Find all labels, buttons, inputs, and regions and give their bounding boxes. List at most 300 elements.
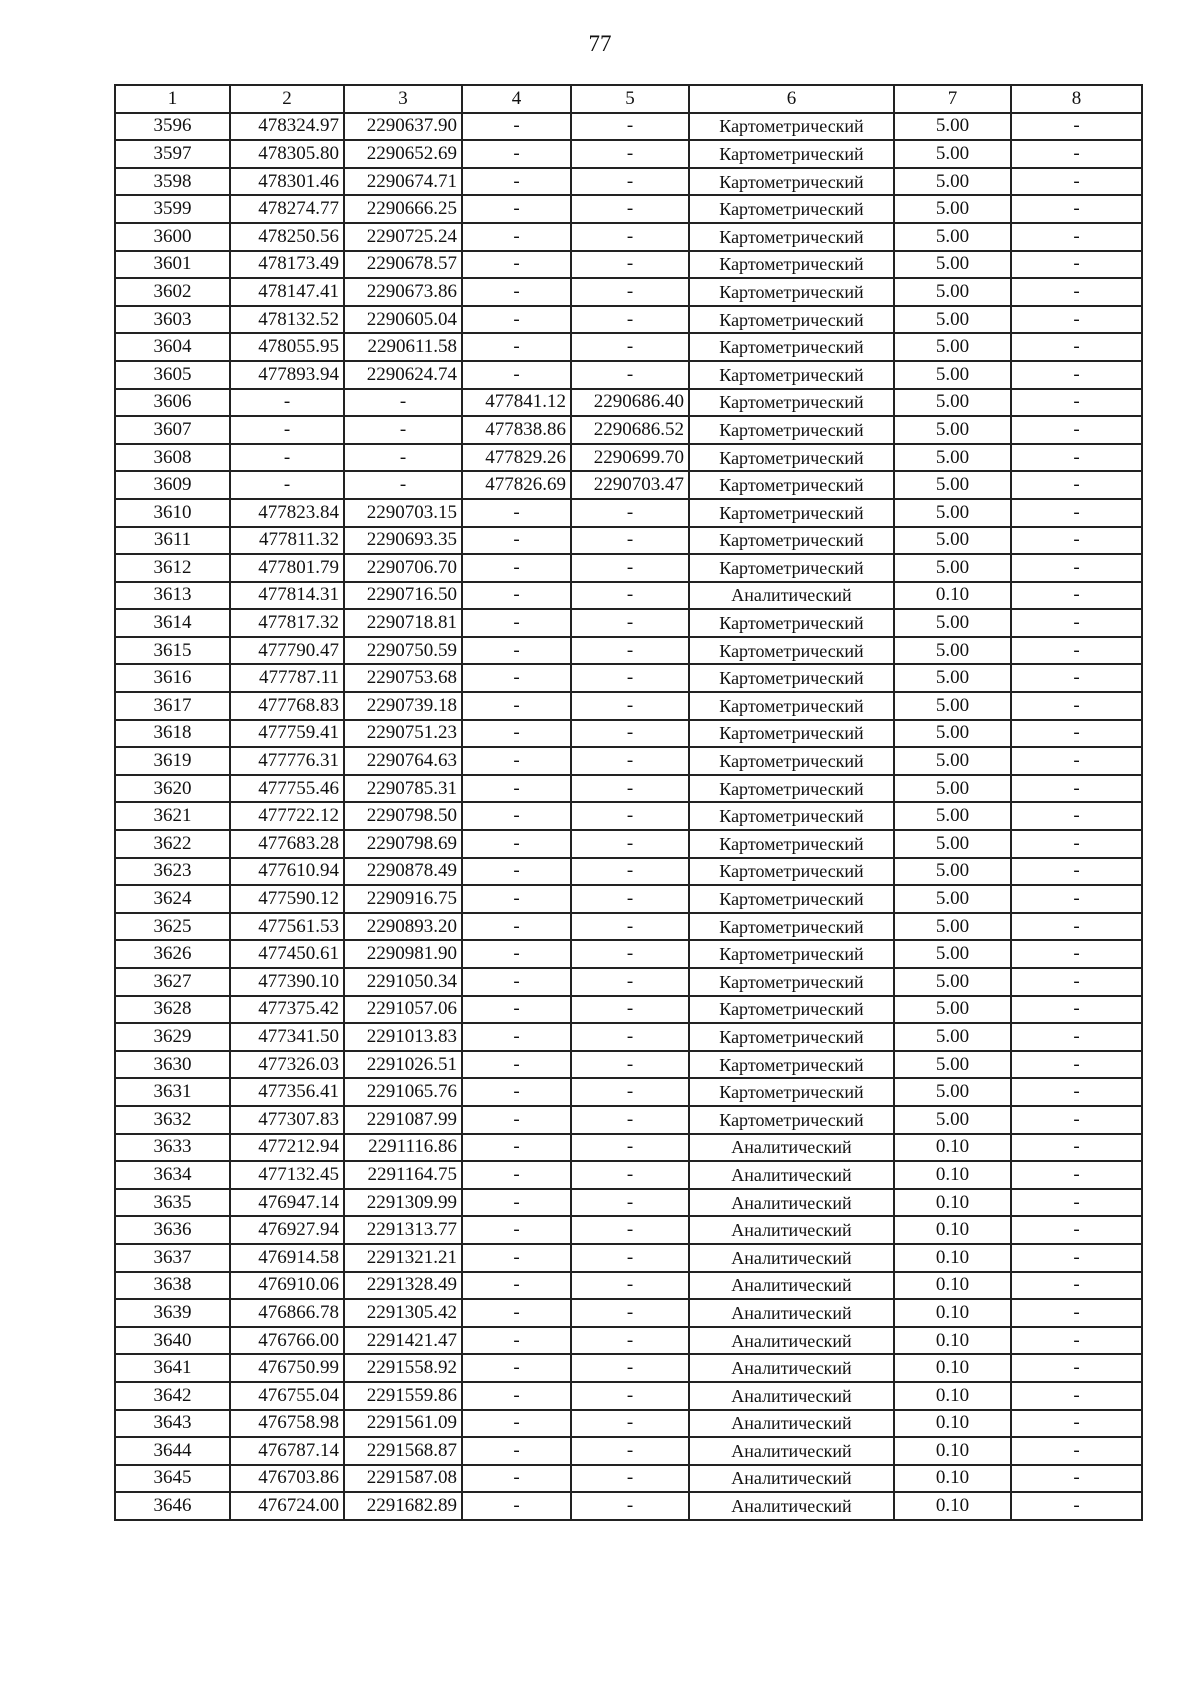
table-cell: 2291313.77 [344,1216,462,1244]
table-cell: - [462,747,571,775]
table-cell: - [1011,223,1142,251]
table-cell: - [571,1492,689,1520]
table-cell: - [571,278,689,306]
table-row [115,1437,1142,1465]
table-cell: - [571,1134,689,1162]
table-cell: Аналитический [689,1134,894,1162]
table-row [115,444,1142,472]
table-cell: - [571,996,689,1024]
table-cell: - [571,664,689,692]
table-cell: 0.10 [894,1299,1011,1327]
table-cell: - [462,306,571,334]
table-cell: Картометрический [689,527,894,555]
table-cell: 477212.94 [230,1134,344,1162]
column-header: 6 [689,85,894,113]
table-cell: Аналитический [689,1382,894,1410]
table-cell: 3644 [115,1437,230,1465]
table-cell: 478250.56 [230,223,344,251]
table-cell: 3619 [115,747,230,775]
table-cell: 477829.26 [462,444,571,472]
table-cell: - [571,609,689,637]
table-cell: - [571,195,689,223]
table-cell: Картометрический [689,747,894,775]
table-cell: - [1011,499,1142,527]
table-cell: - [462,527,571,555]
table-cell: 477683.28 [230,830,344,858]
table-row [115,1492,1142,1520]
table-cell: 5.00 [894,637,1011,665]
table-cell: 477776.31 [230,747,344,775]
column-header: 3 [344,85,462,113]
table-cell: Картометрический [689,1051,894,1079]
table-cell: 476766.00 [230,1327,344,1355]
table-row [115,1382,1142,1410]
table-cell: 477390.10 [230,968,344,996]
table-cell: Картометрический [689,333,894,361]
table-cell: 5.00 [894,940,1011,968]
table-cell: Картометрический [689,637,894,665]
table-cell: 5.00 [894,692,1011,720]
table-row [115,1244,1142,1272]
table-cell: 476758.98 [230,1410,344,1438]
table-cell: - [571,775,689,803]
table-cell: - [571,885,689,913]
table-cell: 2291305.42 [344,1299,462,1327]
table-cell: Картометрический [689,858,894,886]
table-cell: 5.00 [894,527,1011,555]
table-cell: 3611 [115,527,230,555]
table-cell: - [462,996,571,1024]
table-cell: - [1011,720,1142,748]
table-cell: Аналитический [689,1299,894,1327]
table-cell: 2291682.89 [344,1492,462,1520]
table-cell: 5.00 [894,664,1011,692]
table-cell: 5.00 [894,1023,1011,1051]
table-cell: 2291057.06 [344,996,462,1024]
table-cell: - [1011,664,1142,692]
table-cell: - [1011,1272,1142,1300]
table-cell: - [462,858,571,886]
table-cell: 2290785.31 [344,775,462,803]
table-cell: 5.00 [894,913,1011,941]
table-cell: - [1011,251,1142,279]
column-header: 8 [1011,85,1142,113]
table-cell: - [571,1299,689,1327]
table-cell: Аналитический [689,1492,894,1520]
table-cell: 477755.46 [230,775,344,803]
table-cell: Аналитический [689,1272,894,1300]
table-cell: 2290699.70 [571,444,689,472]
table-cell: Картометрический [689,885,894,913]
table-cell: 3628 [115,996,230,1024]
table-cell: - [462,968,571,996]
table-cell: 3598 [115,168,230,196]
table-cell: 2290686.40 [571,389,689,417]
table-cell: - [571,251,689,279]
table-cell: 5.00 [894,444,1011,472]
table-cell: Картометрический [689,389,894,417]
table-cell: - [462,1051,571,1079]
table-cell: - [230,389,344,417]
table-cell: 2290751.23 [344,720,462,748]
table-cell: 5.00 [894,747,1011,775]
table-cell: 477450.61 [230,940,344,968]
table-cell: - [462,1189,571,1217]
table-row [115,1189,1142,1217]
table-cell: - [462,1244,571,1272]
table-cell: - [1011,1134,1142,1162]
table-cell: 2290611.58 [344,333,462,361]
table-cell: 478173.49 [230,251,344,279]
table-cell: - [571,1437,689,1465]
table-cell: - [1011,582,1142,610]
table-cell: 5.00 [894,416,1011,444]
table-cell: 2291587.08 [344,1465,462,1493]
table-row [115,361,1142,389]
table-body [115,113,1142,1520]
table-cell: 5.00 [894,333,1011,361]
table-cell: - [230,444,344,472]
table-cell: Картометрический [689,471,894,499]
table-cell: - [571,1216,689,1244]
table-cell: 2290893.20 [344,913,462,941]
table-row [115,1354,1142,1382]
table-cell: 477326.03 [230,1051,344,1079]
table-cell: 477610.94 [230,858,344,886]
table-cell: - [462,554,571,582]
table-row [115,830,1142,858]
table-cell: - [462,1134,571,1162]
table-cell: 2290739.18 [344,692,462,720]
table-cell: 477590.12 [230,885,344,913]
table-cell: 3607 [115,416,230,444]
table-row [115,389,1142,417]
table-cell: 5.00 [894,140,1011,168]
table-cell: - [1011,1244,1142,1272]
table-cell: 3603 [115,306,230,334]
table-cell: - [1011,1465,1142,1493]
table-cell: 3621 [115,802,230,830]
table-cell: - [571,968,689,996]
table-cell: 477801.79 [230,554,344,582]
table-cell: - [462,1106,571,1134]
table-cell: - [1011,830,1142,858]
table-cell: 476755.04 [230,1382,344,1410]
table-cell: Картометрический [689,554,894,582]
table-cell: - [1011,527,1142,555]
table-row [115,140,1142,168]
table-cell: - [462,223,571,251]
table-cell: 2290686.52 [571,416,689,444]
table-row [115,1134,1142,1162]
table-cell: Аналитический [689,1410,894,1438]
table-cell: - [571,830,689,858]
table-cell: 5.00 [894,775,1011,803]
table-row [115,1023,1142,1051]
table-cell: 0.10 [894,1492,1011,1520]
table-cell: Картометрический [689,1023,894,1051]
table-cell: - [1011,306,1142,334]
table-cell: Картометрический [689,223,894,251]
table-cell: 2290878.49 [344,858,462,886]
table-cell: Картометрический [689,361,894,389]
table-cell: 3623 [115,858,230,886]
table-cell: Аналитический [689,1465,894,1493]
table-cell: 5.00 [894,223,1011,251]
table-cell: 3609 [115,471,230,499]
table-cell: - [462,361,571,389]
table-cell: - [571,1382,689,1410]
table-cell: 3631 [115,1078,230,1106]
table-cell: - [1011,1161,1142,1189]
table-cell: 2290753.68 [344,664,462,692]
table-cell: 2290693.35 [344,527,462,555]
table-cell: 477787.11 [230,664,344,692]
table-cell: 3642 [115,1382,230,1410]
table-row [115,609,1142,637]
table-cell: 3604 [115,333,230,361]
table-cell: 3612 [115,554,230,582]
table-cell: - [1011,1410,1142,1438]
table-cell: - [571,692,689,720]
table-cell: 476724.00 [230,1492,344,1520]
table-cell: 2291558.92 [344,1354,462,1382]
table-cell: 477722.12 [230,802,344,830]
table-cell: 5.00 [894,885,1011,913]
table-cell: Аналитический [689,1216,894,1244]
table-cell: - [1011,278,1142,306]
table-cell: 3643 [115,1410,230,1438]
table-row [115,499,1142,527]
table-cell: Картометрический [689,913,894,941]
table-cell: 2290981.90 [344,940,462,968]
table-cell: - [462,1023,571,1051]
table-cell: 476914.58 [230,1244,344,1272]
table-cell: 2290652.69 [344,140,462,168]
table-cell: - [1011,1382,1142,1410]
table-cell: Картометрический [689,444,894,472]
table-cell: - [1011,1078,1142,1106]
table-row [115,195,1142,223]
table-cell: 477817.32 [230,609,344,637]
table-cell: - [462,168,571,196]
table-cell: - [462,251,571,279]
table-cell: - [462,1492,571,1520]
table-row [115,720,1142,748]
table-cell: 0.10 [894,1134,1011,1162]
table-cell: - [571,1078,689,1106]
table-row [115,637,1142,665]
table-cell: 3616 [115,664,230,692]
table-cell: 2290716.50 [344,582,462,610]
table-cell: - [1011,444,1142,472]
table-cell: 5.00 [894,389,1011,417]
table-cell: 3602 [115,278,230,306]
table-cell: Картометрический [689,1106,894,1134]
table-row [115,1299,1142,1327]
table-cell: - [344,444,462,472]
table-cell: - [1011,1492,1142,1520]
table-cell: 0.10 [894,1327,1011,1355]
table-cell: - [1011,858,1142,886]
table-cell: Картометрический [689,664,894,692]
table-cell: - [1011,113,1142,141]
table-cell: - [1011,802,1142,830]
table-row [115,278,1142,306]
table-cell: - [1011,885,1142,913]
table-row [115,582,1142,610]
table-cell: - [462,692,571,720]
table-row [115,1216,1142,1244]
table-cell: Картометрический [689,168,894,196]
table-cell: - [571,499,689,527]
table-cell: - [571,940,689,968]
table-row [115,858,1142,886]
table-cell: - [462,664,571,692]
table-cell: 3646 [115,1492,230,1520]
table-cell: - [1011,775,1142,803]
table-cell: - [344,416,462,444]
table-cell: 2290798.50 [344,802,462,830]
table-cell: 477768.83 [230,692,344,720]
table-cell: - [462,1437,571,1465]
table-cell: - [1011,1051,1142,1079]
table-cell: 476927.94 [230,1216,344,1244]
table-cell: Картометрический [689,278,894,306]
table-row [115,471,1142,499]
table-cell: Картометрический [689,195,894,223]
table-cell: 2290718.81 [344,609,462,637]
table-cell: 478147.41 [230,278,344,306]
table-cell: Аналитический [689,1161,894,1189]
table-row [115,1410,1142,1438]
table-cell: - [571,1244,689,1272]
table-row [115,527,1142,555]
table-cell: 477132.45 [230,1161,344,1189]
table-cell: - [1011,913,1142,941]
table-cell: 0.10 [894,1161,1011,1189]
table-cell: 3613 [115,582,230,610]
table-cell: 3629 [115,1023,230,1051]
table-cell: 0.10 [894,1410,1011,1438]
table-cell: 477838.86 [462,416,571,444]
table-row [115,1161,1142,1189]
table-cell: 3597 [115,140,230,168]
table-cell: 5.00 [894,720,1011,748]
table-cell: 477841.12 [462,389,571,417]
table-cell: 2290725.24 [344,223,462,251]
table-cell: - [462,720,571,748]
table-cell: 2291050.34 [344,968,462,996]
table-cell: 2290703.15 [344,499,462,527]
table-cell: 5.00 [894,195,1011,223]
header-row [115,85,1142,113]
table-cell: - [462,1216,571,1244]
table-cell: Картометрический [689,968,894,996]
table-cell: 5.00 [894,968,1011,996]
table-cell: 0.10 [894,1382,1011,1410]
table-cell: 3599 [115,195,230,223]
table-row [115,913,1142,941]
table-cell: 2290706.70 [344,554,462,582]
table-cell: - [462,775,571,803]
table-cell: 5.00 [894,361,1011,389]
table-cell: 478301.46 [230,168,344,196]
table-cell: Картометрический [689,996,894,1024]
table-cell: 5.00 [894,278,1011,306]
table-cell: 3640 [115,1327,230,1355]
table-cell: 2291013.83 [344,1023,462,1051]
table-cell: - [462,195,571,223]
table-cell: 477893.94 [230,361,344,389]
table-cell: 3617 [115,692,230,720]
table-cell: 477823.84 [230,499,344,527]
table-cell: Аналитический [689,1244,894,1272]
table-row [115,1327,1142,1355]
table-cell: 5.00 [894,554,1011,582]
table-cell: 2290666.25 [344,195,462,223]
table-cell: - [462,582,571,610]
table-row [115,333,1142,361]
table-cell: - [462,1354,571,1382]
table-cell: 5.00 [894,251,1011,279]
table-cell: - [230,471,344,499]
table-cell: 5.00 [894,471,1011,499]
table-cell: - [571,1051,689,1079]
table-cell: 478055.95 [230,333,344,361]
table-cell: 2290678.57 [344,251,462,279]
table-cell: - [571,140,689,168]
table-cell: 476910.06 [230,1272,344,1300]
table-cell: 478132.52 [230,306,344,334]
table-cell: Картометрический [689,251,894,279]
table-cell: 476750.99 [230,1354,344,1382]
table-cell: - [462,1410,571,1438]
table-cell: - [462,1327,571,1355]
table-cell: 3605 [115,361,230,389]
page-number: 77 [588,31,612,56]
table-cell: 478274.77 [230,195,344,223]
table-cell: - [571,1354,689,1382]
table-row [115,1078,1142,1106]
table-cell: - [571,747,689,775]
table-cell: 3627 [115,968,230,996]
table-cell: - [571,554,689,582]
table-cell: 2290750.59 [344,637,462,665]
table-row [115,1106,1142,1134]
table-cell: Картометрический [689,940,894,968]
table-cell: - [462,1465,571,1493]
table-cell: 2291087.99 [344,1106,462,1134]
table-cell: 476866.78 [230,1299,344,1327]
table-cell: - [462,637,571,665]
table-cell: - [462,1299,571,1327]
table-cell: 5.00 [894,1106,1011,1134]
table-cell: 5.00 [894,858,1011,886]
table-cell: 5.00 [894,609,1011,637]
table-cell: 476947.14 [230,1189,344,1217]
table-cell: 2291559.86 [344,1382,462,1410]
table-cell: - [1011,168,1142,196]
column-header: 1 [115,85,230,113]
table-cell: 2290798.69 [344,830,462,858]
table-cell: - [1011,637,1142,665]
table-cell: Картометрический [689,113,894,141]
table-cell: 3622 [115,830,230,858]
table-row [115,1465,1142,1493]
table-cell: 3624 [115,885,230,913]
table-cell: - [571,527,689,555]
